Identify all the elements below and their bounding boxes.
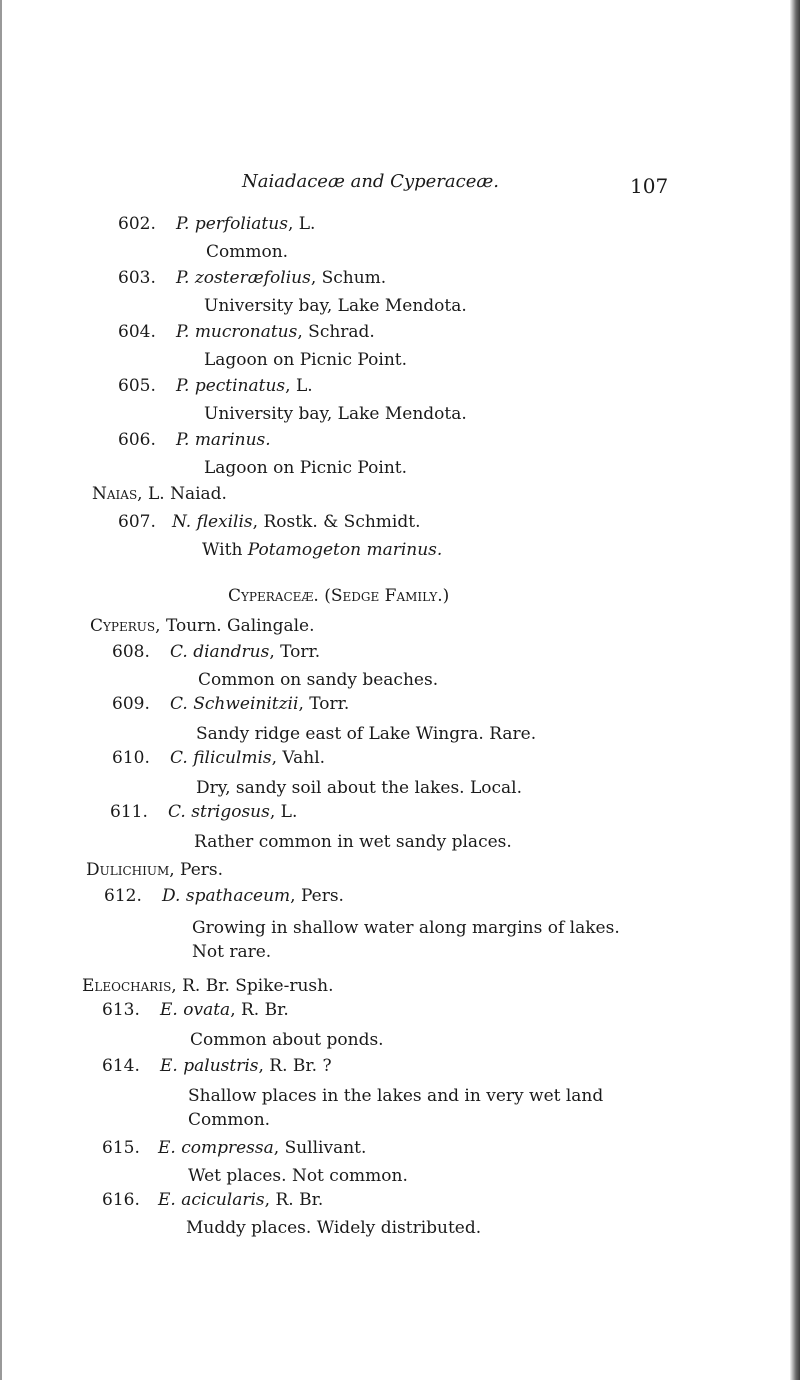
species-note: Growing in shallow water along margins of lakes. [192,918,620,938]
species-name: C. diandrus, Torr. [170,642,321,662]
species-name: E. acicularis, R. Br. [158,1190,324,1210]
species-note: With Potamogeton marinus. [202,540,443,560]
entry-number: 611. [110,802,148,822]
species-note: Sandy ridge east of Lake Wingra. Rare. [196,724,537,744]
genus-heading: Cyperus, Tourn. Galingale. [90,616,315,636]
species-name: P. marinus. [176,430,271,450]
species-note: Rather common in wet sandy places. [194,832,512,852]
species-name: P. zosteræfolius, Schum. [176,268,387,288]
entry-number: 615. [102,1138,140,1158]
species-name: N. flexilis, Rostk. & Schmidt. [172,512,421,532]
species-name: C. filiculmis, Vahl. [170,748,326,768]
species-note: Lagoon on Picnic Point. [204,350,408,370]
entry-number: 614. [102,1056,140,1076]
page-binding-shadow [790,0,800,1380]
species-name: P. mucronatus, Schrad. [176,322,375,342]
species-note: Shallow places in the lakes and in very wet land [188,1086,604,1106]
running-title: Naiadaceæ and Cyperaceæ. [242,171,499,192]
species-name: E. compressa, Sullivant. [158,1138,367,1158]
species-name: P. perfoliatus, L. [176,214,316,234]
species-note: Dry, sandy soil about the lakes. Local. [196,778,523,798]
species-note: University bay, Lake Mendota. [204,404,467,424]
species-note: Common. [206,242,289,262]
species-name: E. palustris, R. Br. ? [160,1056,332,1076]
entry-number: 603. [118,268,156,288]
entry-number: 606. [118,430,156,450]
entry-number: 602. [118,214,156,234]
genus-heading: Naias, L. Naiad. [92,484,227,504]
entry-number: 608. [112,642,150,662]
species-name: P. pectinatus, L. [176,376,313,396]
page-number: 107 [630,174,669,198]
species-note: Common. [188,1110,271,1130]
species-name: D. spathaceum, Pers. [162,886,344,906]
genus-heading: Eleocharis, R. Br. Spike-rush. [82,976,334,996]
entry-number: 613. [102,1000,140,1020]
page-left-edge [0,0,2,1380]
species-note: Common on sandy beaches. [198,670,439,690]
entry-number: 604. [118,322,156,342]
species-note: Muddy places. Widely distributed. [186,1218,482,1238]
family-heading: Cyperaceæ. (Sedge Family.) [228,586,450,606]
species-note: Common about ponds. [190,1030,384,1050]
entry-number: 610. [112,748,150,768]
entry-number: 605. [118,376,156,396]
species-note: Wet places. Not common. [188,1166,408,1186]
species-note: Lagoon on Picnic Point. [204,458,408,478]
species-note: University bay, Lake Mendota. [204,296,467,316]
entry-number: 609. [112,694,150,714]
entry-number: 607. [118,512,156,532]
genus-heading: Dulichium, Pers. [86,860,224,880]
entry-number: 612. [104,886,142,906]
species-name: C. Schweinitzii, Torr. [170,694,350,714]
species-name: C. strigosus, L. [168,802,298,822]
entry-number: 616. [102,1190,140,1210]
species-name: E. ovata, R. Br. [160,1000,289,1020]
species-note: Not rare. [192,942,272,962]
